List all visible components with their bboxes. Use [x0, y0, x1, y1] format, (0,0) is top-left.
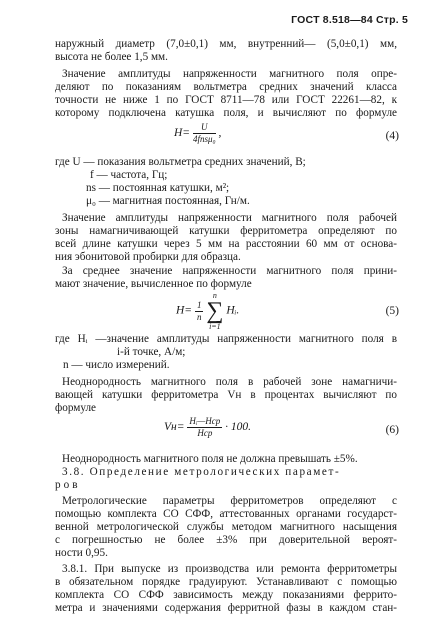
- equation-number: (5): [385, 305, 399, 317]
- sum-upper-limit: n: [212, 291, 217, 300]
- formula-lhs: Vн=: [164, 421, 185, 434]
- fraction: [193, 122, 216, 145]
- summation: [206, 291, 223, 331]
- text-line: формуле: [55, 402, 96, 414]
- text-line: мают значение, вычисленное по формуле: [55, 278, 252, 290]
- text-line: f — частота, Гц;: [90, 169, 168, 181]
- text-line: 3.8.1. При выпуске из производства или ремонта ферритометры: [62, 563, 397, 575]
- text-line: ния эбонитовой пробирки для образца.: [55, 251, 241, 263]
- text-line: которому подключена катушка поля, и вычисляют по формуле: [55, 107, 397, 119]
- numerator: 1: [196, 299, 202, 310]
- text-line: μ₀ — магнитная постоянная, Гн/м.: [86, 195, 250, 207]
- equation-number: (6): [385, 424, 399, 436]
- formula-lhs: H=: [176, 304, 193, 317]
- text-line: За среднее значение напряженности магнитного поля прини-: [62, 265, 397, 277]
- denominator: Hср: [197, 428, 213, 438]
- text-line: ности 0,95.: [55, 547, 108, 559]
- denominator: n: [196, 311, 202, 322]
- formula-6: [164, 416, 251, 439]
- formula-4: [174, 122, 221, 145]
- text-line: ns — постоянная катушки, м²;: [86, 182, 230, 194]
- section-heading: 3.8. Определение метрологических парамет-: [62, 466, 341, 478]
- section-heading-cont: ров: [55, 479, 81, 491]
- text-line: в обязательном порядке градуируют. Устанавливают с помощью: [55, 576, 397, 588]
- text-line: зоны намагничивающей катушки ферритометра определяют по: [55, 225, 397, 237]
- formula-tail: ,: [218, 127, 222, 140]
- text-line: венной метрологической службы методом магнитного насыщения: [55, 521, 397, 533]
- text-line: метра и значениями содержания ферритной фазы в каждом стан-: [55, 602, 397, 614]
- text-line: с погрешностью не более ±3% при доверительной вероят-: [55, 534, 397, 546]
- formula-term: Hᵢ.: [226, 304, 240, 317]
- text-line: всей длине катушки через 5 мм на расстоянии 60 мм от основа-: [55, 238, 397, 250]
- text-line: деляют по показаниям вольтметра средних значений класса: [55, 81, 397, 93]
- sum-lower-limit: i=1: [209, 322, 221, 331]
- equation-number: (4): [385, 130, 399, 142]
- text-line: вающей катушки ферритометра Vн в процентах вычисляют по: [55, 389, 397, 401]
- text-line: Неоднородность магнитного поля не должна превышать ±5%.: [62, 453, 358, 465]
- formula-tail: · 100.: [225, 421, 252, 434]
- denominator: 4fnsμ₀: [192, 134, 216, 144]
- text-line: i-й точке, А/м;: [117, 346, 186, 358]
- text-line: где Hᵢ —значение амплитуды напряженности магнитного поля в: [55, 333, 397, 345]
- text-line: Значение амплитуды напряженности магнитного поля опре-: [62, 68, 397, 80]
- formula-lhs: H=: [174, 127, 191, 140]
- text-line: где U — показания вольтметра средних значений, В;: [55, 156, 306, 168]
- fraction: [187, 416, 222, 439]
- text-line: помощью комплекта СО СФФ, аттестованных органами государст-: [55, 508, 397, 520]
- fraction: [195, 300, 204, 323]
- text-line: комплекта СО СФФ зависимость между показаниями феррито-: [55, 589, 397, 601]
- page-header: ГОСТ 8.518—84 Стр. 5: [291, 14, 408, 26]
- text-line: Метрологические параметры ферритометров определяют с: [62, 495, 397, 507]
- text-line: Значение амплитуды напряженности магнитного поля рабочей: [62, 212, 397, 224]
- numerator: U: [193, 122, 216, 134]
- text-line: точности не ниже 1 по ГОСТ 8711—78 или ГОСТ 22261—82, к: [55, 94, 397, 106]
- sum-sign: ∑: [206, 298, 224, 324]
- text-line: высота не более 1,5 мм.: [55, 51, 168, 63]
- text-line: Неоднородность магнитного поля в рабочей зоне намагничи-: [62, 376, 397, 388]
- text-line: наружный диаметр (7,0±0,1) мм, внутренний— (5,0±0,1) мм,: [55, 38, 397, 50]
- formula-5: [176, 291, 239, 331]
- text-line: n — число измерений.: [63, 359, 170, 371]
- numerator: Hᵢ—Hср: [189, 416, 221, 426]
